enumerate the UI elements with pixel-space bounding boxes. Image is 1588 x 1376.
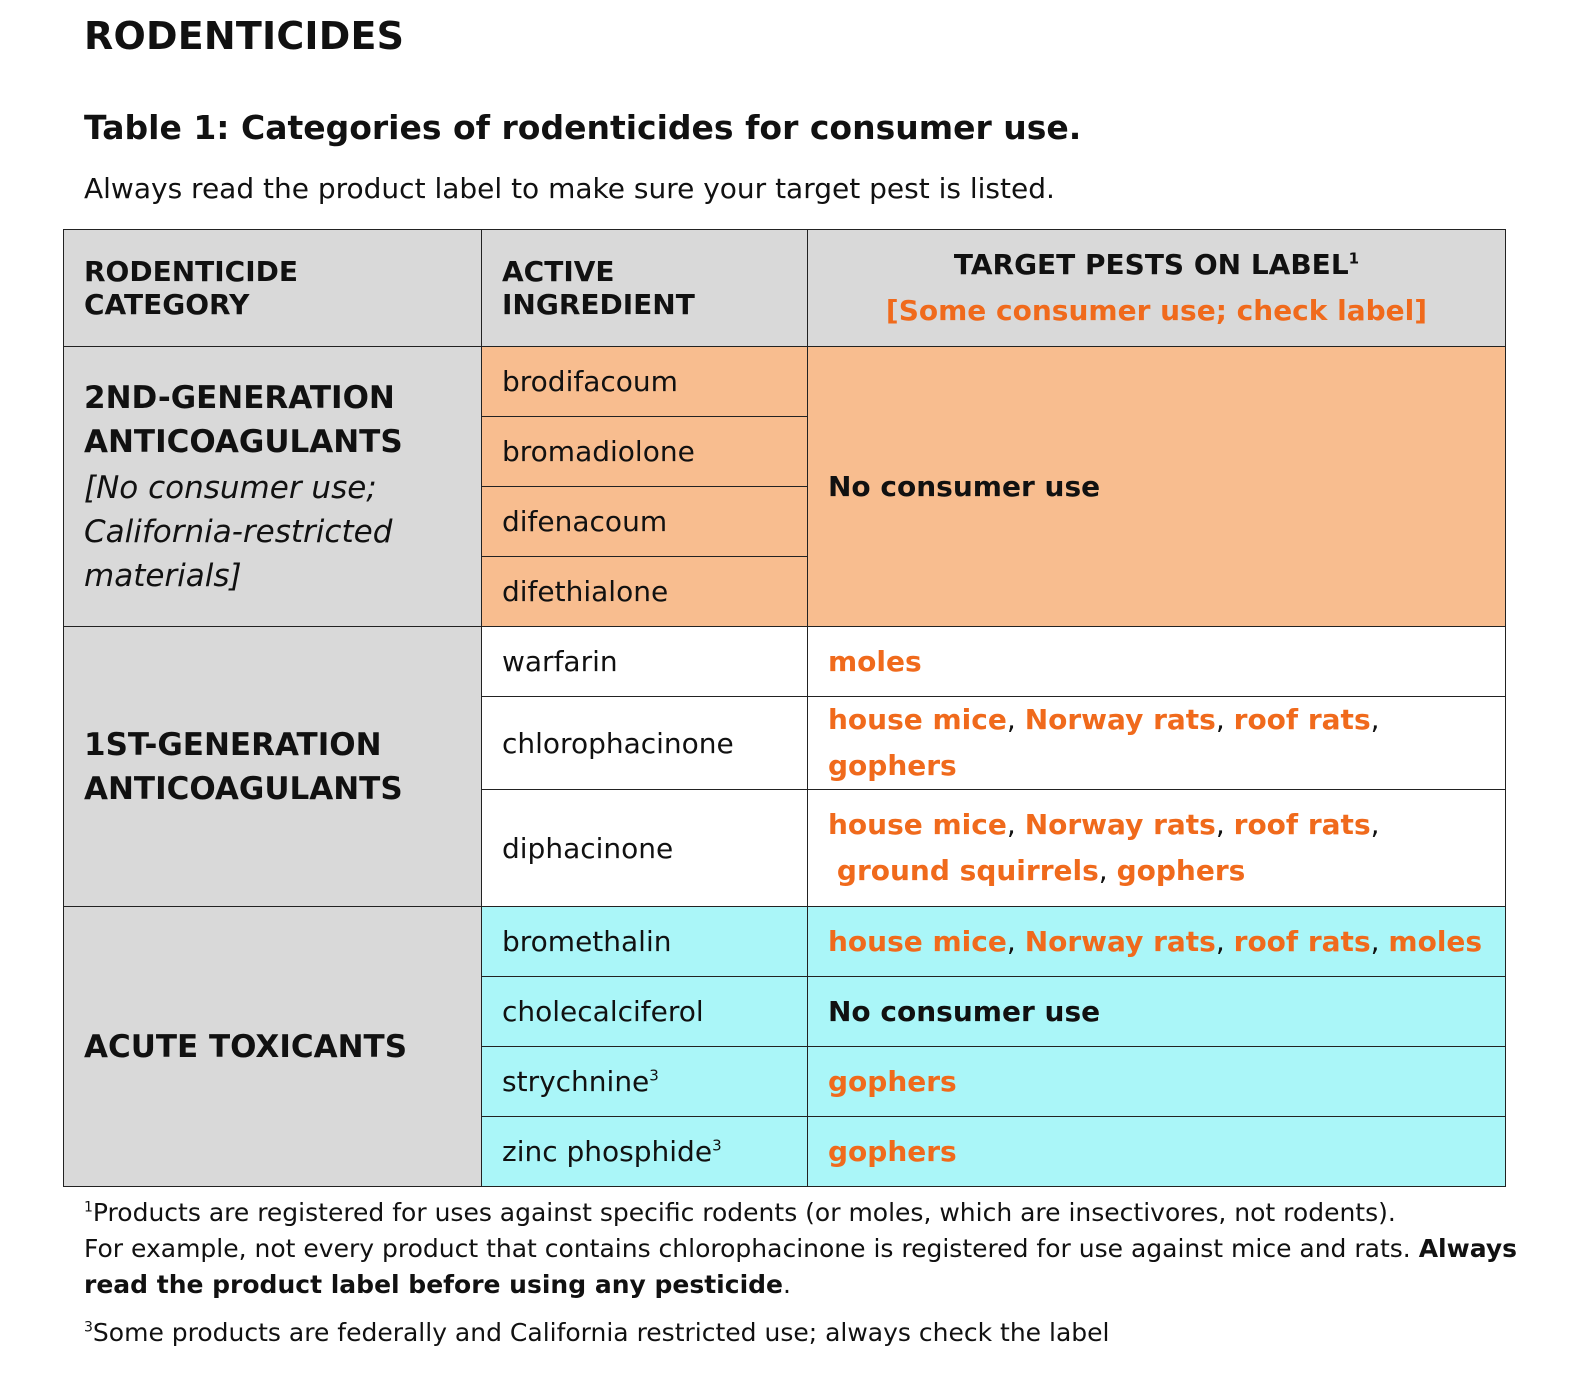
pests-cell: No consumer use: [808, 347, 1506, 627]
pests-cell: [808, 627, 1506, 697]
separator: ,: [1006, 703, 1016, 736]
header-row: [64, 230, 1506, 347]
ingredient-cell: diphacinone: [482, 790, 808, 907]
header-pests-note: [Some consumer use; check label]: [885, 294, 1428, 327]
pest-name: Norway rats: [1024, 924, 1216, 958]
intro-text: Always read the product label to make sure your target pest is listed.: [84, 172, 1055, 205]
category-name-line1: 2ND-GENERATION: [84, 379, 395, 416]
pests-cell: [808, 1047, 1506, 1117]
page-title: RODENTICIDES: [84, 14, 405, 58]
footnote-3-text: Some products are federally and California restricted use; always check the label: [92, 1318, 1110, 1347]
separator: ,: [1215, 924, 1225, 958]
footnote-1-end: .: [783, 1270, 791, 1299]
pest-name: gophers: [828, 749, 957, 782]
separator: ,: [1370, 924, 1380, 958]
pest-name: Norway rats: [1024, 703, 1216, 736]
table-row: [64, 627, 1506, 697]
ingredient-sup: 3: [649, 1066, 659, 1085]
category-note-line1: [No consumer use;: [84, 469, 377, 506]
table-title: Table 1: Categories of rodenticides for consumer use.: [84, 108, 1082, 147]
pest-name: roof rats: [1233, 924, 1371, 958]
ingredient-cell: difenacoum: [482, 487, 808, 557]
pest-name: house mice: [828, 703, 1007, 736]
pests-cell: [808, 1117, 1506, 1187]
category-name-line2: ANTICOAGULANTS: [84, 770, 403, 807]
header-ingredient: ACTIVE INGREDIENT: [482, 230, 808, 347]
separator: ,: [1215, 808, 1225, 841]
category-note: [84, 466, 461, 598]
ingredient-cell: brodifacoum: [482, 347, 808, 417]
footnote-3: [84, 1315, 1524, 1351]
category-acute: ACUTE TOXICANTS: [64, 907, 482, 1187]
category-first-gen: [64, 627, 482, 907]
footnote-1-text: Products are registered for uses against specific rodents (or moles, which are insectivores, not rodents).: [92, 1198, 1396, 1227]
separator: ,: [1098, 854, 1108, 887]
footnote-1-bold: Always read the product label before using any pesticide: [84, 1234, 1517, 1299]
pest-name: moles: [828, 644, 922, 678]
separator: ,: [1370, 703, 1380, 736]
footnote-1-cont: For example, not every product that contains chlorophacinone is registered for use against mice and rats.: [84, 1234, 1411, 1263]
category-name-line2: ANTICOAGULANTS: [84, 423, 403, 460]
pests-cell: [808, 697, 1506, 790]
footnote-3-sup: 3: [84, 1319, 93, 1336]
ingredient-cell: cholecalciferol: [482, 977, 808, 1047]
table-row: [64, 907, 1506, 977]
ingredient-cell: bromadiolone: [482, 417, 808, 487]
pest-name: gophers: [828, 1064, 957, 1098]
header-pests-label: TARGET PESTS ON LABEL: [953, 248, 1349, 281]
pests-cell: No consumer use: [808, 977, 1506, 1047]
separator: ,: [1006, 924, 1016, 958]
separator: ,: [1006, 808, 1016, 841]
ingredient-name: zinc phosphide: [502, 1135, 713, 1168]
header-category: RODENTICIDE CATEGORY: [64, 230, 482, 347]
pest-name: moles: [1388, 924, 1483, 958]
footnotes: [84, 1195, 1524, 1351]
ingredient-cell: warfarin: [482, 627, 808, 697]
separator: ,: [1215, 703, 1225, 736]
pest-name: Norway rats: [1024, 808, 1216, 841]
ingredient-cell: [482, 1117, 808, 1187]
ingredient-cell: chlorophacinone: [482, 697, 808, 790]
ingredient-name: strychnine: [502, 1065, 650, 1098]
footnote-1-sup: 1: [84, 1199, 93, 1216]
pest-name: house mice: [828, 924, 1007, 958]
footnote-1: [84, 1195, 1524, 1303]
pests-cell: [808, 790, 1506, 907]
pest-name: roof rats: [1233, 703, 1371, 736]
pest-name: roof rats: [1233, 808, 1371, 841]
pests-cell: [808, 907, 1506, 977]
header-pests: [808, 230, 1506, 347]
ingredient-sup: 3: [712, 1136, 722, 1155]
category-note-line3: materials]: [84, 557, 242, 594]
ingredient-cell: [482, 1047, 808, 1117]
rodenticide-table: [63, 229, 1506, 1187]
ingredient-cell: bromethalin: [482, 907, 808, 977]
pest-name: gophers: [1116, 854, 1246, 887]
category-note-line2: California-restricted: [84, 513, 393, 550]
category-name-line1: 1ST-GENERATION: [84, 726, 382, 763]
separator: ,: [1370, 808, 1380, 841]
pest-name: ground squirrels: [836, 854, 1099, 887]
category-second-gen: [64, 347, 482, 627]
header-pests-sup: 1: [1348, 249, 1360, 268]
pest-name: house mice: [828, 808, 1007, 841]
pest-name: gophers: [828, 1134, 957, 1168]
ingredient-cell: difethialone: [482, 557, 808, 627]
table-row: [64, 347, 1506, 417]
